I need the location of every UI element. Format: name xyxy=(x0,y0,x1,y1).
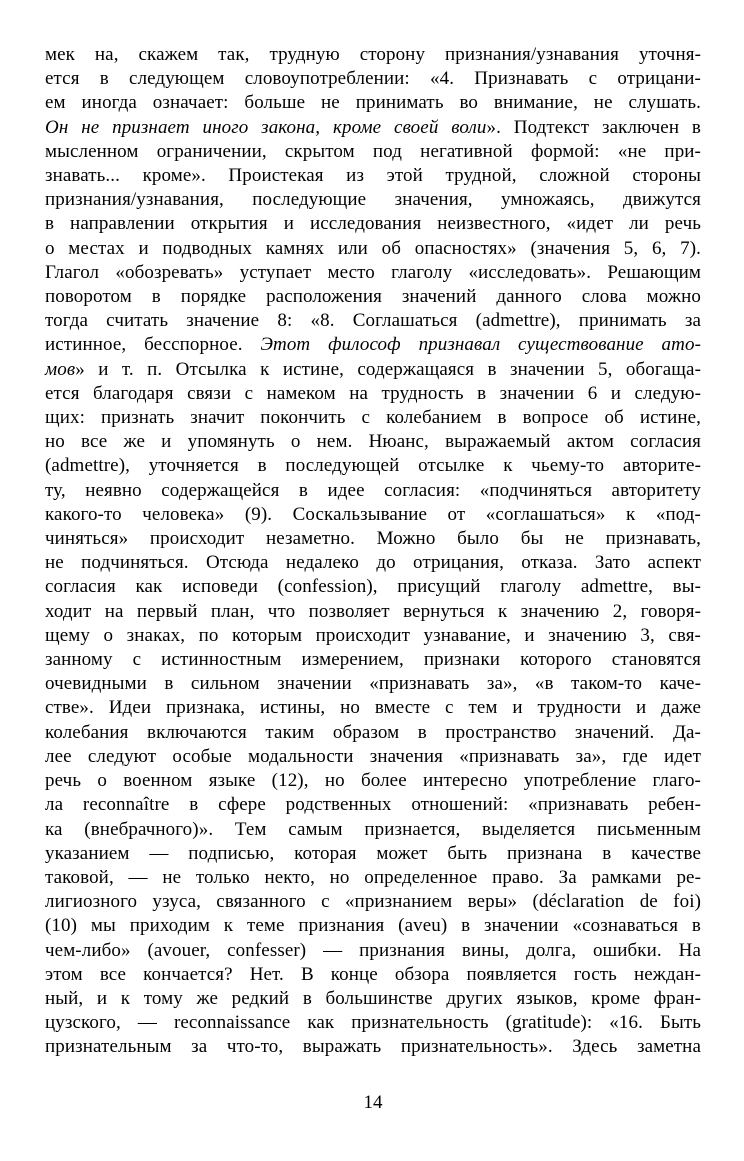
text-line xyxy=(45,382,701,406)
text-segment: истинное, бесспорное. xyxy=(45,334,261,356)
text-segment: признания/узнавания, последующие значения, умножаясь, движутся xyxy=(45,189,701,211)
text-segment: чем-либо» (avouer, confesser) — признания вины, долга, ошибки. На xyxy=(45,939,701,961)
text-segment: » и т. п. Отсылка к истине, содержащаяся в значении 5, обогаща- xyxy=(75,358,701,380)
text-segment: щему о знаках, по которым происходит узнавание, и значению 3, свя- xyxy=(45,624,701,646)
italic-text-segment: Он не признает иного закона, кроме своей воли xyxy=(45,116,487,138)
text-segment: ту, неявно содержащейся в идее согласия: «подчиняться авторитету xyxy=(45,479,701,501)
text-segment: признательным за что-то, выражать признательность». Здесь заметна xyxy=(45,1036,701,1058)
text-segment: этом все кончается? Нет. В конце обзора появляется гость неждан- xyxy=(45,963,701,985)
text-segment: лее следуют особые модальности значения «признавать за», где идет xyxy=(45,745,701,767)
text-segment: занному с истинностным измерением, признаки которого становятся xyxy=(45,649,701,671)
body-text xyxy=(45,43,701,1060)
text-line xyxy=(45,333,701,357)
text-line xyxy=(45,91,701,115)
page-number: 14 xyxy=(363,1091,383,1113)
text-segment: не подчиняться. Отсюда недалеко до отрицания, отказа. Зато аспект xyxy=(45,552,701,574)
text-line xyxy=(45,721,701,745)
text-segment: (admettre), уточняется в последующей отсылке к чьему-то авторите- xyxy=(45,455,701,477)
text-line xyxy=(45,237,701,261)
italic-text-segment: мов xyxy=(45,358,76,380)
text-segment: лигиозного узуса, связанного с «признанием веры» (déclaration de foi) xyxy=(45,891,701,913)
text-segment: какого-то человека» (9). Соскальзывание от «соглашаться» к «под- xyxy=(45,503,701,525)
text-segment: речь о военном языке (12), но более интересно употребление глаго- xyxy=(45,770,701,792)
text-segment: мек на, скажем так, трудную сторону признания/узнавания уточня- xyxy=(45,44,701,65)
text-segment: ходит на первый план, что позволяет вернуться к значению 2, говоря- xyxy=(45,600,701,622)
text-line xyxy=(45,358,701,382)
text-segment: чиняться» происходит незаметно. Можно было бы не признавать, xyxy=(45,528,701,550)
text-line xyxy=(45,503,701,527)
text-segment: ем иногда означает: больше не принимать во внимание, не слушать. xyxy=(45,92,701,114)
text-line xyxy=(45,818,701,842)
text-line xyxy=(45,793,701,817)
text-segment: таковой, — не только некто, но определенное право. За рамками ре- xyxy=(45,866,701,888)
text-line xyxy=(45,527,701,551)
text-segment: очевидными в сильном значении «признавать за», «в таком-то каче- xyxy=(45,673,701,695)
text-line xyxy=(45,648,701,672)
text-line xyxy=(45,672,701,696)
text-line xyxy=(45,430,701,454)
text-line xyxy=(45,116,701,140)
text-segment: (10) мы приходим к теме признания (aveu) в значении «сознаваться в xyxy=(45,915,701,937)
text-segment: ка (внебрачного)». Тем самым признается, выделяется письменным xyxy=(45,818,701,840)
text-line xyxy=(45,261,701,285)
text-line xyxy=(45,406,701,430)
text-line xyxy=(45,624,701,648)
text-line xyxy=(45,309,701,333)
text-line xyxy=(45,769,701,793)
text-line xyxy=(45,890,701,914)
text-line xyxy=(45,1035,701,1059)
text-segment: ется в следующем словоупотреблении: «4. Признавать с отрицани- xyxy=(45,68,701,90)
text-line xyxy=(45,212,701,236)
text-line xyxy=(45,987,701,1011)
text-line xyxy=(45,939,701,963)
text-segment: знавать... кроме». Проистекая из этой трудной, сложной стороны xyxy=(45,165,701,187)
text-line xyxy=(45,1011,701,1035)
text-line xyxy=(45,285,701,309)
text-line xyxy=(45,696,701,720)
text-segment: щих: признать значит покончить с колебанием в вопросе об истине, xyxy=(45,407,701,429)
text-line xyxy=(45,600,701,624)
text-line xyxy=(45,164,701,188)
italic-text-segment: Этот философ признавал существование ато- xyxy=(260,334,702,356)
text-segment: ный, и к тому же редкий в большинстве других языков, кроме фран- xyxy=(45,987,701,1009)
text-line xyxy=(45,914,701,938)
text-segment: о местах и подводных камнях или об опасностях» (значения 5, 6, 7). xyxy=(45,237,701,259)
text-line xyxy=(45,43,701,67)
text-line xyxy=(45,963,701,987)
text-segment: ». Подтекст заключен в xyxy=(486,116,702,138)
text-line xyxy=(45,575,701,599)
text-line xyxy=(45,479,701,503)
text-line xyxy=(45,842,701,866)
text-segment: ется благодаря связи с намеком на трудность в значении 6 и следую- xyxy=(45,382,701,404)
text-segment: тогда считать значение 8: «8. Соглашаться (admettre), принимать за xyxy=(45,310,701,332)
text-segment: поворотом в порядке расположения значений данного слова можно xyxy=(45,286,701,308)
text-line xyxy=(45,188,701,212)
text-segment: цузского, — reconnaissance как признательность (gratitude): «16. Быть xyxy=(45,1012,701,1034)
text-line xyxy=(45,454,701,478)
text-segment: ла reconnaître в сфере родственных отношений: «признавать ребен- xyxy=(45,794,701,816)
text-line xyxy=(45,745,701,769)
text-line xyxy=(45,551,701,575)
text-segment: согласия как исповеди (confession), присущий глаголу admettre, вы- xyxy=(45,576,701,598)
text-segment: колебания включаются таким образом в пространство значений. Да- xyxy=(45,721,701,743)
text-line xyxy=(45,67,701,91)
text-line xyxy=(45,140,701,164)
text-segment: стве». Идеи признака, истины, но вместе с тем и трудности и даже xyxy=(45,697,701,719)
text-line xyxy=(45,866,701,890)
text-segment: мысленном ограничении, скрытом под негативной формой: «не при- xyxy=(45,140,701,162)
text-segment: в направлении открытия и исследования неизвестного, «идет ли речь xyxy=(45,213,701,235)
text-segment: Глагол «обозревать» уступает место глаголу «исследовать». Решающим xyxy=(45,261,701,283)
text-segment: указанием — подписью, которая может быть признана в качестве xyxy=(45,842,701,864)
text-segment: но все же и упомянуть о нем. Нюанс, выражаемый актом согласия xyxy=(45,431,701,453)
